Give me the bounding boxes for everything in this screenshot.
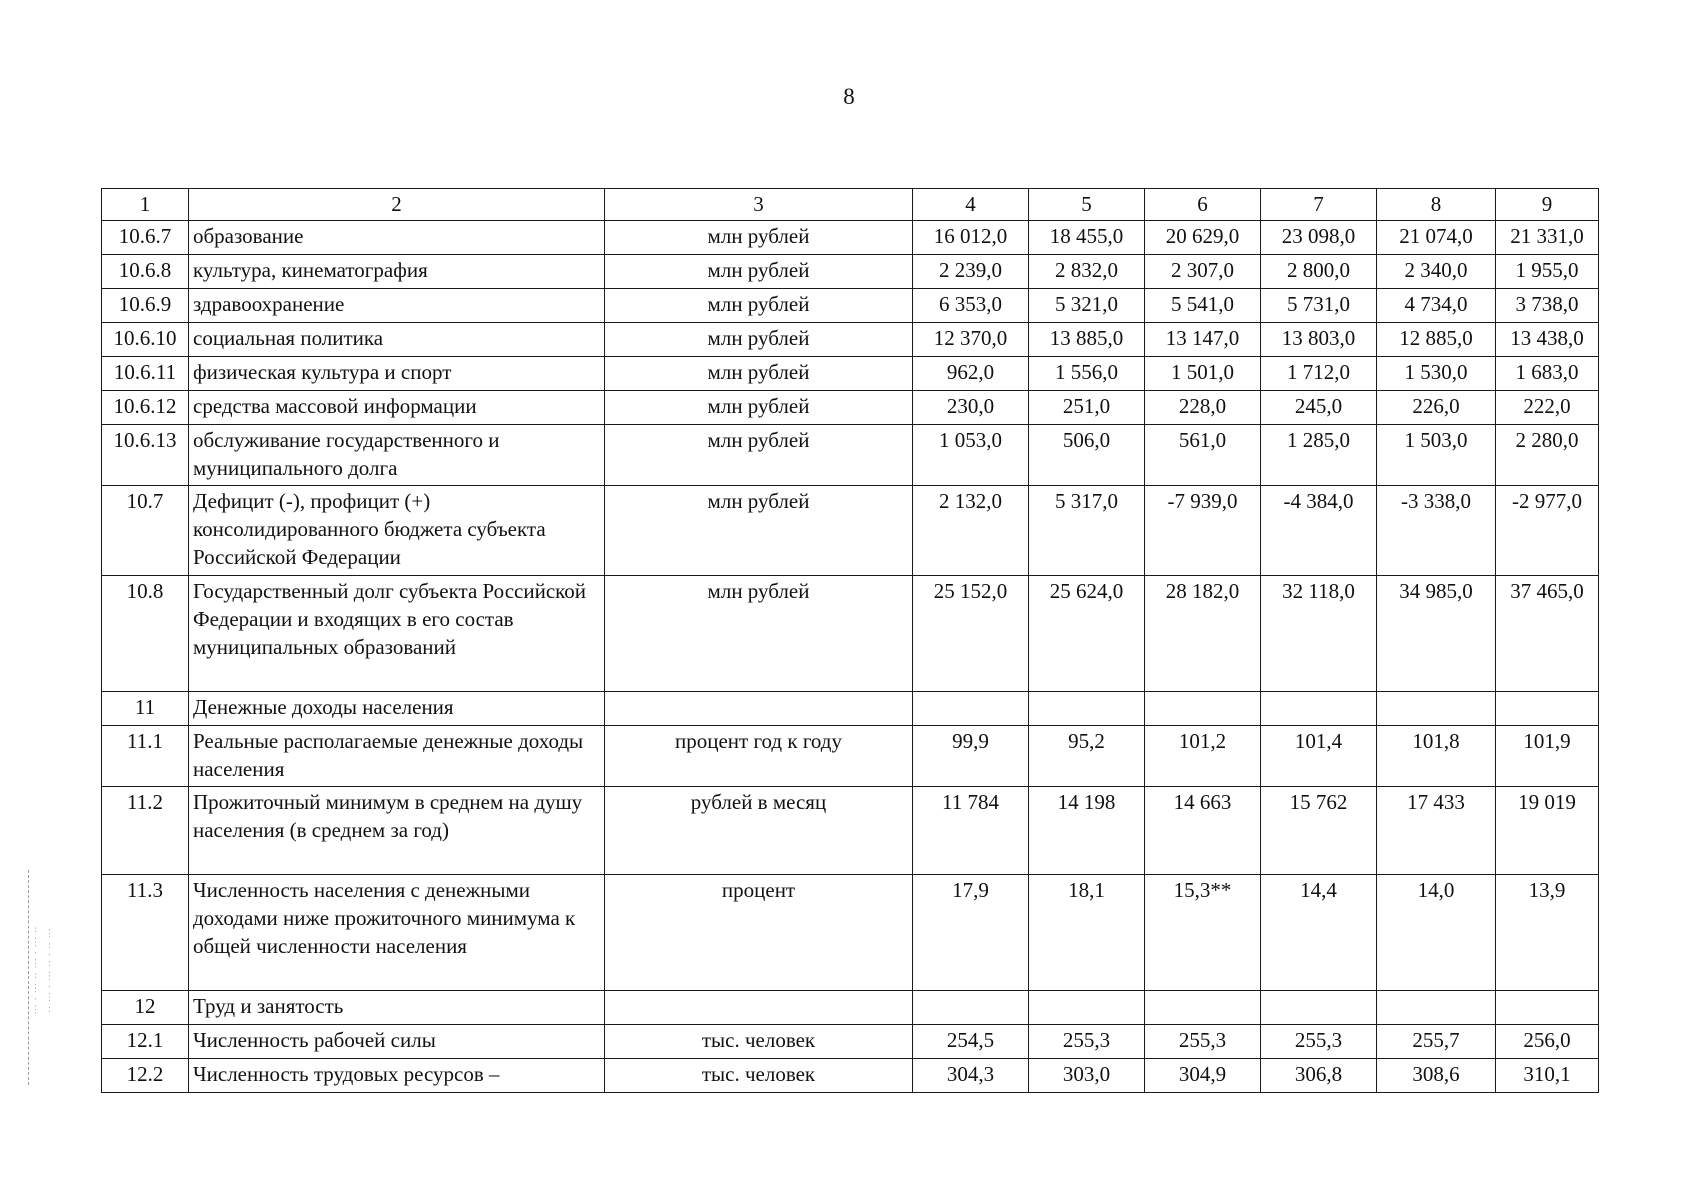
table-row xyxy=(102,726,1599,787)
value-cell: 4 734,0 xyxy=(1377,289,1496,323)
value-cell: 306,8 xyxy=(1261,1059,1377,1093)
value-cell: 19 019 xyxy=(1496,787,1599,875)
value-cell: 13 147,0 xyxy=(1145,323,1261,357)
header-cell: 2 xyxy=(189,189,605,221)
row-code: 10.6.10 xyxy=(102,323,189,357)
value-cell: 245,0 xyxy=(1261,391,1377,425)
header-row xyxy=(102,189,1599,221)
row-name: здравоохранение xyxy=(189,289,605,323)
table-row xyxy=(102,221,1599,255)
value-cell: 101,4 xyxy=(1261,726,1377,787)
value-cell: 254,5 xyxy=(913,1025,1029,1059)
row-unit: млн рублей xyxy=(605,486,913,576)
row-name: Реальные располагаемые денежные доходы населения xyxy=(189,726,605,787)
value-cell: 15 762 xyxy=(1261,787,1377,875)
row-code: 12.2 xyxy=(102,1059,189,1093)
value-cell: 230,0 xyxy=(913,391,1029,425)
value-cell xyxy=(1029,991,1145,1025)
value-cell: 1 503,0 xyxy=(1377,425,1496,486)
value-cell: 255,3 xyxy=(1261,1025,1377,1059)
value-cell: 13 885,0 xyxy=(1029,323,1145,357)
table-row xyxy=(102,425,1599,486)
row-code: 11.1 xyxy=(102,726,189,787)
value-cell: 14,0 xyxy=(1377,875,1496,991)
value-cell: 2 340,0 xyxy=(1377,255,1496,289)
value-cell: 226,0 xyxy=(1377,391,1496,425)
value-cell: 2 132,0 xyxy=(913,486,1029,576)
value-cell: 303,0 xyxy=(1029,1059,1145,1093)
value-cell: 18 455,0 xyxy=(1029,221,1145,255)
row-name: Труд и занятость xyxy=(189,991,605,1025)
value-cell: 101,2 xyxy=(1145,726,1261,787)
header-cell: 8 xyxy=(1377,189,1496,221)
value-cell: -4 384,0 xyxy=(1261,486,1377,576)
row-code: 11.2 xyxy=(102,787,189,875)
value-cell xyxy=(1145,991,1261,1025)
row-unit xyxy=(605,991,913,1025)
value-cell: 17 433 xyxy=(1377,787,1496,875)
row-name: Денежные доходы населения xyxy=(189,692,605,726)
value-cell: 256,0 xyxy=(1496,1025,1599,1059)
row-name: Дефицит (-), профицит (+) консолидированного бюджета субъекта Российской Федерации xyxy=(189,486,605,576)
row-name: образование xyxy=(189,221,605,255)
row-name: физическая культура и спорт xyxy=(189,357,605,391)
row-unit: тыс. человек xyxy=(605,1025,913,1059)
row-name: социальная политика xyxy=(189,323,605,357)
value-cell: 228,0 xyxy=(1145,391,1261,425)
value-cell: 23 098,0 xyxy=(1261,221,1377,255)
value-cell: 14 663 xyxy=(1145,787,1261,875)
data-table xyxy=(101,188,1599,1093)
value-cell: 3 738,0 xyxy=(1496,289,1599,323)
table-row xyxy=(102,576,1599,692)
value-cell: 28 182,0 xyxy=(1145,576,1261,692)
row-name: Численность рабочей силы xyxy=(189,1025,605,1059)
table-row xyxy=(102,1059,1599,1093)
value-cell xyxy=(913,991,1029,1025)
value-cell: 308,6 xyxy=(1377,1059,1496,1093)
value-cell: 2 280,0 xyxy=(1496,425,1599,486)
table-row xyxy=(102,692,1599,726)
value-cell: 255,3 xyxy=(1145,1025,1261,1059)
value-cell: 18,1 xyxy=(1029,875,1145,991)
value-cell xyxy=(1261,991,1377,1025)
value-cell: 1 501,0 xyxy=(1145,357,1261,391)
row-code: 12.1 xyxy=(102,1025,189,1059)
value-cell: 25 152,0 xyxy=(913,576,1029,692)
row-code: 10.7 xyxy=(102,486,189,576)
row-name: культура, кинематография xyxy=(189,255,605,289)
value-cell: 13 803,0 xyxy=(1261,323,1377,357)
value-cell: 5 321,0 xyxy=(1029,289,1145,323)
row-code: 11.3 xyxy=(102,875,189,991)
value-cell: 1 530,0 xyxy=(1377,357,1496,391)
value-cell: 304,3 xyxy=(913,1059,1029,1093)
value-cell xyxy=(1377,692,1496,726)
value-cell xyxy=(913,692,1029,726)
value-cell: 12 885,0 xyxy=(1377,323,1496,357)
header-cell: 3 xyxy=(605,189,913,221)
row-unit: тыс. человек xyxy=(605,1059,913,1093)
value-cell: 1 712,0 xyxy=(1261,357,1377,391)
table-row xyxy=(102,323,1599,357)
table-row xyxy=(102,391,1599,425)
row-unit: рублей в месяц xyxy=(605,787,913,875)
row-code: 10.8 xyxy=(102,576,189,692)
value-cell: 12 370,0 xyxy=(913,323,1029,357)
value-cell xyxy=(1029,692,1145,726)
value-cell: 506,0 xyxy=(1029,425,1145,486)
row-unit: процент год к году xyxy=(605,726,913,787)
value-cell: 5 541,0 xyxy=(1145,289,1261,323)
row-name: Численность трудовых ресурсов – xyxy=(189,1059,605,1093)
value-cell: 11 784 xyxy=(913,787,1029,875)
value-cell: 20 629,0 xyxy=(1145,221,1261,255)
value-cell: 21 331,0 xyxy=(1496,221,1599,255)
value-cell: 15,3** xyxy=(1145,875,1261,991)
value-cell: 1 556,0 xyxy=(1029,357,1145,391)
table-row xyxy=(102,787,1599,875)
value-cell: -7 939,0 xyxy=(1145,486,1261,576)
page-number: 8 xyxy=(843,84,855,109)
value-cell: 561,0 xyxy=(1145,425,1261,486)
value-cell: 37 465,0 xyxy=(1496,576,1599,692)
value-cell: 1 955,0 xyxy=(1496,255,1599,289)
value-cell: 1 285,0 xyxy=(1261,425,1377,486)
row-unit xyxy=(605,692,913,726)
value-cell: -3 338,0 xyxy=(1377,486,1496,576)
table-row xyxy=(102,875,1599,991)
value-cell: 962,0 xyxy=(913,357,1029,391)
value-cell xyxy=(1145,692,1261,726)
table-row xyxy=(102,486,1599,576)
header-cell: 9 xyxy=(1496,189,1599,221)
value-cell: 2 832,0 xyxy=(1029,255,1145,289)
value-cell: 6 353,0 xyxy=(913,289,1029,323)
value-cell: 2 307,0 xyxy=(1145,255,1261,289)
row-code: 10.6.13 xyxy=(102,425,189,486)
row-unit: процент xyxy=(605,875,913,991)
table-row xyxy=(102,289,1599,323)
row-name: средства массовой информации xyxy=(189,391,605,425)
row-code: 11 xyxy=(102,692,189,726)
row-code: 10.6.8 xyxy=(102,255,189,289)
row-unit: млн рублей xyxy=(605,255,913,289)
value-cell: 17,9 xyxy=(913,875,1029,991)
value-cell: -2 977,0 xyxy=(1496,486,1599,576)
value-cell: 251,0 xyxy=(1029,391,1145,425)
value-cell: 25 624,0 xyxy=(1029,576,1145,692)
row-name: Численность населения с денежными доходами ниже прожиточного минимума к общей численности населения xyxy=(189,875,605,991)
value-cell: 13 438,0 xyxy=(1496,323,1599,357)
value-cell: 14 198 xyxy=(1029,787,1145,875)
value-cell: 16 012,0 xyxy=(913,221,1029,255)
row-name: Государственный долг субъекта Российской Федерации и входящих в его состав муниципальных образований xyxy=(189,576,605,692)
value-cell: 101,9 xyxy=(1496,726,1599,787)
value-cell: 5 731,0 xyxy=(1261,289,1377,323)
header-cell: 1 xyxy=(102,189,189,221)
value-cell xyxy=(1377,991,1496,1025)
value-cell: 101,8 xyxy=(1377,726,1496,787)
value-cell: 21 074,0 xyxy=(1377,221,1496,255)
row-code: 10.6.9 xyxy=(102,289,189,323)
value-cell: 255,7 xyxy=(1377,1025,1496,1059)
row-unit: млн рублей xyxy=(605,391,913,425)
table-body xyxy=(102,189,1599,1093)
margin-stamp: ··· · ··· ·· ··· · ··· ·· ·· ··· · ··· ·· · ·· ··· xyxy=(22,870,70,1085)
value-cell: 310,1 xyxy=(1496,1059,1599,1093)
value-cell: 222,0 xyxy=(1496,391,1599,425)
table-row xyxy=(102,357,1599,391)
value-cell: 1 683,0 xyxy=(1496,357,1599,391)
row-name: обслуживание государственного и муниципального долга xyxy=(189,425,605,486)
row-code: 10.6.12 xyxy=(102,391,189,425)
value-cell: 32 118,0 xyxy=(1261,576,1377,692)
row-code: 10.6.11 xyxy=(102,357,189,391)
row-unit: млн рублей xyxy=(605,357,913,391)
table-row xyxy=(102,255,1599,289)
value-cell: 95,2 xyxy=(1029,726,1145,787)
row-name: Прожиточный минимум в среднем на душу населения (в среднем за год) xyxy=(189,787,605,875)
value-cell xyxy=(1496,991,1599,1025)
value-cell: 5 317,0 xyxy=(1029,486,1145,576)
row-unit: млн рублей xyxy=(605,221,913,255)
value-cell xyxy=(1496,692,1599,726)
row-unit: млн рублей xyxy=(605,323,913,357)
value-cell: 2 800,0 xyxy=(1261,255,1377,289)
table-row xyxy=(102,1025,1599,1059)
value-cell: 2 239,0 xyxy=(913,255,1029,289)
value-cell: 99,9 xyxy=(913,726,1029,787)
row-code: 10.6.7 xyxy=(102,221,189,255)
row-code: 12 xyxy=(102,991,189,1025)
header-cell: 7 xyxy=(1261,189,1377,221)
value-cell: 13,9 xyxy=(1496,875,1599,991)
header-cell: 4 xyxy=(913,189,1029,221)
table-row xyxy=(102,991,1599,1025)
value-cell: 304,9 xyxy=(1145,1059,1261,1093)
row-unit: млн рублей xyxy=(605,425,913,486)
value-cell: 14,4 xyxy=(1261,875,1377,991)
value-cell: 255,3 xyxy=(1029,1025,1145,1059)
row-unit: млн рублей xyxy=(605,576,913,692)
header-cell: 5 xyxy=(1029,189,1145,221)
value-cell xyxy=(1261,692,1377,726)
header-cell: 6 xyxy=(1145,189,1261,221)
row-unit: млн рублей xyxy=(605,289,913,323)
value-cell: 1 053,0 xyxy=(913,425,1029,486)
value-cell: 34 985,0 xyxy=(1377,576,1496,692)
